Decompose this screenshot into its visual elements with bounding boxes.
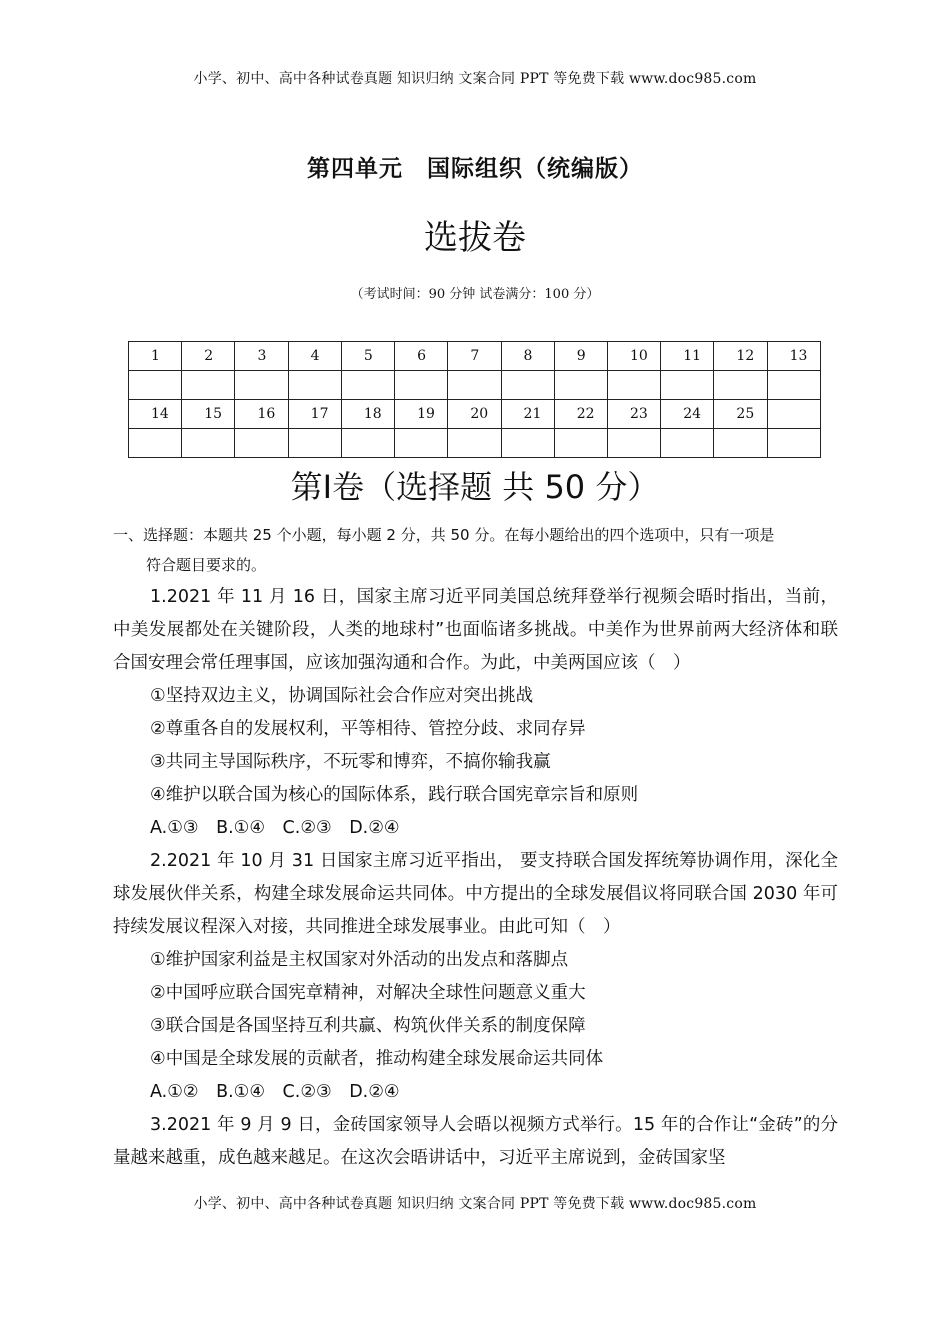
- answer-blank-cell[interactable]: [554, 371, 607, 400]
- answer-blank-cell[interactable]: [341, 371, 394, 400]
- answer-number-row: [129, 400, 821, 429]
- answer-choices: A.①③ B.①④ C.②③ D.②④: [150, 818, 400, 838]
- answer-number-cell: 15: [182, 400, 235, 429]
- answer-number-cell: 6: [395, 342, 448, 371]
- answer-number-cell: 17: [288, 400, 341, 429]
- answer-blank-cell[interactable]: [288, 371, 341, 400]
- section-title: 第Ⅰ卷（选择题 共 50 分）: [290, 468, 660, 506]
- statement-item: ③共同主导国际秩序，不玩零和博弈，不搞你输我赢: [150, 752, 551, 772]
- answer-blank-cell[interactable]: [607, 429, 660, 458]
- answer-table: [128, 341, 821, 458]
- answer-blank-cell[interactable]: [501, 371, 554, 400]
- answer-number-cell: 18: [341, 400, 394, 429]
- answer-choices: A.①② B.①④ C.②③ D.②④: [150, 1082, 400, 1102]
- statement-item: ①维护国家利益是主权国家对外活动的出发点和落脚点: [150, 950, 569, 970]
- instructions-line: 符合题目要求的。: [146, 556, 267, 574]
- answer-number-cell: 21: [501, 400, 554, 429]
- statement-item: ②中国呼应联合国宪章精神，对解决全球性问题意义重大: [150, 983, 586, 1003]
- answer-number-cell: 22: [554, 400, 607, 429]
- answer-number-row: [129, 342, 821, 371]
- answer-blank-cell[interactable]: [182, 429, 235, 458]
- question-3: [113, 1109, 838, 1175]
- page-footer: 小学、初中、高中各种试卷真题 知识归纳 文案合同 PPT 等免费下载 www.doc985.com: [193, 1196, 757, 1212]
- answer-blank-cell[interactable]: [661, 429, 714, 458]
- answer-blank-cell[interactable]: [129, 429, 182, 458]
- question-list: [113, 581, 838, 1175]
- answer-number-cell: 5: [341, 342, 394, 371]
- answer-blank-cell[interactable]: [395, 429, 448, 458]
- answer-blank-cell[interactable]: [767, 371, 820, 400]
- statement-item: ①坚持双边主义，协调国际社会合作应对突出挑战: [150, 686, 534, 706]
- answer-blank-cell[interactable]: [235, 371, 288, 400]
- answer-blank-row: [129, 429, 821, 458]
- answer-blank-cell[interactable]: [767, 429, 820, 458]
- question-1: [113, 581, 838, 845]
- answer-blank-cell[interactable]: [341, 429, 394, 458]
- answer-number-cell: 4: [288, 342, 341, 371]
- page-header: 小学、初中、高中各种试卷真题 知识归纳 文案合同 PPT 等免费下载 www.doc985.com: [193, 71, 757, 87]
- answer-number-cell: 12: [714, 342, 767, 371]
- answer-blank-row: [129, 371, 821, 400]
- answer-number-cell: 1: [129, 342, 182, 371]
- answer-blank-cell[interactable]: [129, 371, 182, 400]
- answer-number-cell: 23: [607, 400, 660, 429]
- question-stem: 3.2021 年 9 月 9 日，金砖国家领导人会晤以视频方式举行。15 年的合作让“金砖”的分量越来越重，成色越来越足。在这次会晤讲话中，习近平主席说到，金砖国家坚: [113, 1115, 838, 1168]
- answer-blank-cell[interactable]: [501, 429, 554, 458]
- answer-number-cell: 10: [607, 342, 660, 371]
- answer-number-cell: 2: [182, 342, 235, 371]
- question-stem: 2.2021 年 10 月 31 日国家主席习近平指出， 要支持联合国发挥统筹协调作用，深化全球发展伙伴关系，构建全球发展命运共同体。中方提出的全球发展倡议将同联合国 2030 年可持续发展议程深入对接，共同推进全球发展事业。由此可知（ ）: [113, 851, 838, 937]
- instructions: [113, 520, 843, 580]
- answer-number-cell: 14: [129, 400, 182, 429]
- answer-number-cell: 11: [661, 342, 714, 371]
- answer-blank-cell[interactable]: [714, 429, 767, 458]
- answer-number-cell: 3: [235, 342, 288, 371]
- answer-number-cell: 25: [714, 400, 767, 429]
- answer-number-cell: 19: [395, 400, 448, 429]
- answer-number-cell: 24: [661, 400, 714, 429]
- answer-blank-cell[interactable]: [714, 371, 767, 400]
- statement-item: ③联合国是各国坚持互利共赢、构筑伙伴关系的制度保障: [150, 1016, 586, 1036]
- statement-item: ④中国是全球发展的贡献者，推动构建全球发展命运共同体: [150, 1049, 604, 1069]
- exam-info: （考试时间：90 分钟 试卷满分：100 分）: [350, 287, 600, 302]
- unit-title: 第四单元 国际组织（统编版）: [307, 156, 643, 182]
- answer-number-cell: 13: [767, 342, 820, 371]
- answer-number-cell: [767, 400, 820, 429]
- answer-number-cell: 8: [501, 342, 554, 371]
- answer-blank-cell[interactable]: [182, 371, 235, 400]
- answer-blank-cell[interactable]: [448, 371, 501, 400]
- answer-blank-cell[interactable]: [607, 371, 660, 400]
- question-stem: 1.2021 年 11 月 16 日，国家主席习近平同美国总统拜登举行视频会晤时指出，当前，中美发展都处在关键阶段，人类的地球村”也面临诸多挑战。中美作为世界前两大经济体和联合国安理会常任理事国，应该加强沟通和合作。为此，中美两国应该（ ）: [113, 587, 838, 673]
- answer-number-cell: 9: [554, 342, 607, 371]
- answer-blank-cell[interactable]: [395, 371, 448, 400]
- answer-blank-cell[interactable]: [554, 429, 607, 458]
- answer-number-cell: 7: [448, 342, 501, 371]
- statement-item: ④维护以联合国为核心的国际体系，践行联合国宪章宗旨和原则: [150, 785, 639, 805]
- answer-number-cell: 20: [448, 400, 501, 429]
- statement-item: ②尊重各自的发展权利，平等相待、管控分歧、求同存异: [150, 719, 586, 739]
- answer-blank-cell[interactable]: [288, 429, 341, 458]
- answer-blank-cell[interactable]: [448, 429, 501, 458]
- answer-number-cell: 16: [235, 400, 288, 429]
- paper-title: 选拔卷: [424, 218, 526, 258]
- instructions-line: 一、选择题：本题共 25 个小题，每小题 2 分，共 50 分。在每小题给出的四个选项中，只有一项是: [113, 526, 775, 544]
- question-2: [113, 845, 838, 1109]
- answer-blank-cell[interactable]: [661, 371, 714, 400]
- answer-blank-cell[interactable]: [235, 429, 288, 458]
